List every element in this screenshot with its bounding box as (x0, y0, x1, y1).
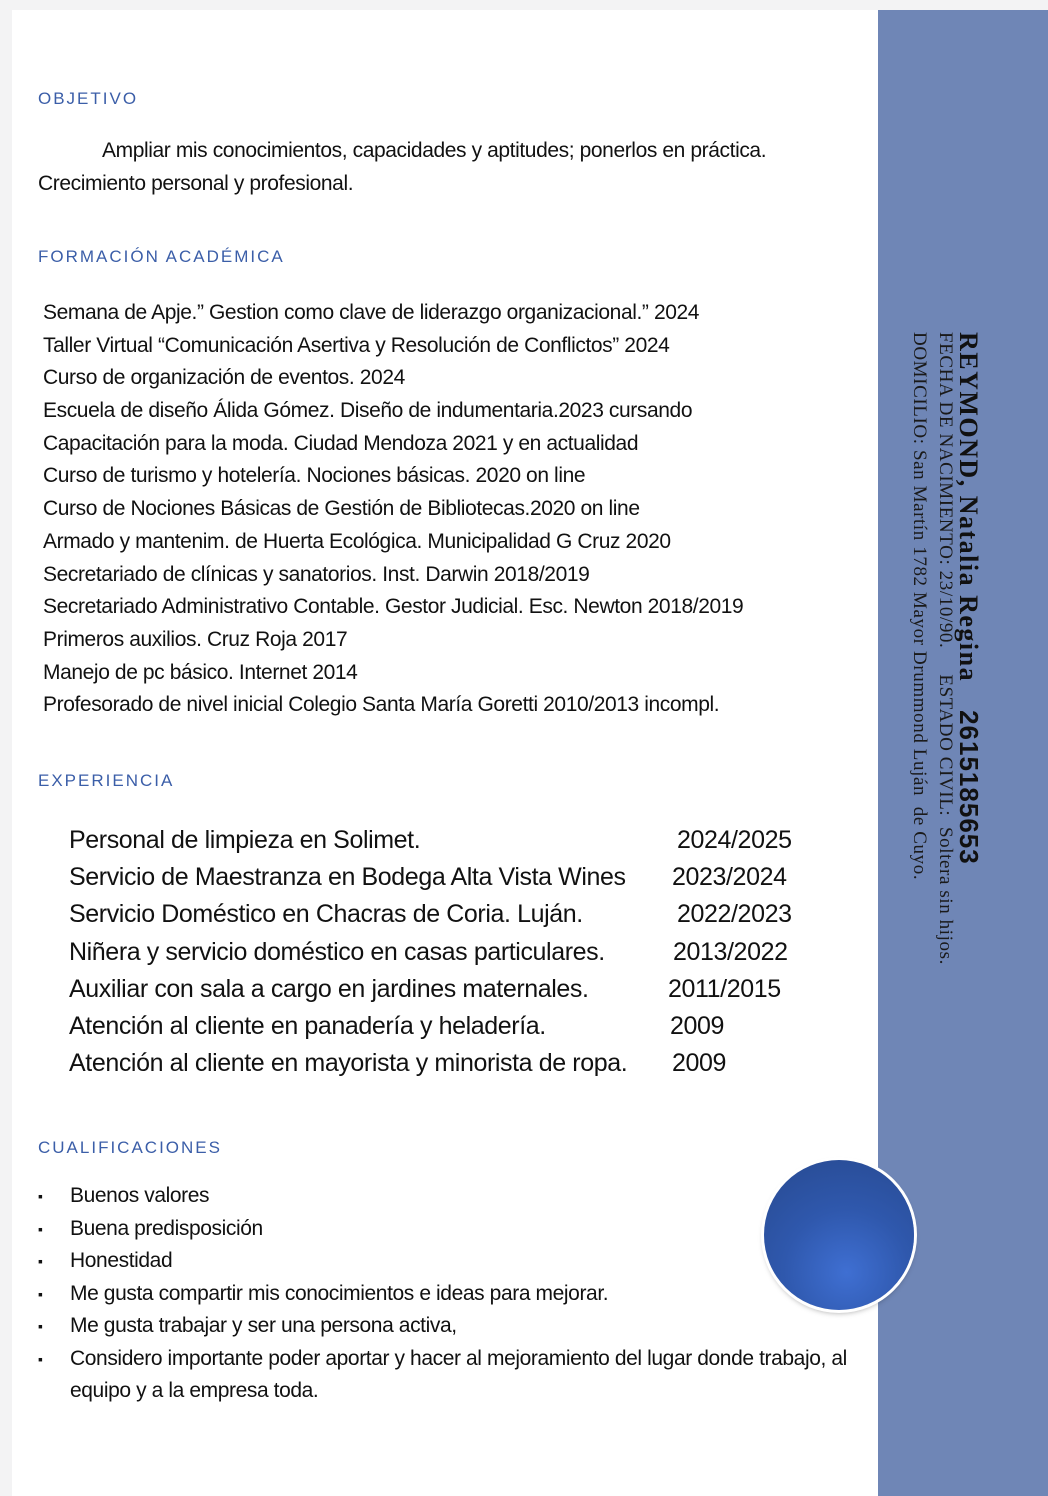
birth-date: FECHA DE NACIMIENTO: 23/10/90. (935, 332, 956, 649)
education-item: Taller Virtual “Comunicación Asertiva y Resolución de Conflictos” 2024 (43, 333, 670, 357)
experience-role: Niñera y servicio doméstico en casas particulares. (69, 937, 605, 966)
bullet-icon: ▪ (38, 1350, 43, 1367)
experience-item (69, 934, 809, 971)
experience-role: Servicio Doméstico en Chacras de Coria. Luján. (69, 900, 583, 929)
candidate-name: REYMOND, Natalia Regina (954, 332, 983, 683)
candidate-name-line (953, 332, 984, 865)
experience-years: 2009 (670, 1011, 725, 1040)
experience-item (69, 822, 809, 859)
experience-role: Personal de limpieza en Solimet. (69, 826, 421, 854)
experience-role: Servicio de Maestranza en Bodega Alta Vista Wines (69, 863, 626, 892)
experience-item (69, 859, 809, 896)
address-line: DOMICILIO: San Martín 1782 Mayor Drummond Luján de Cuyo. (909, 332, 930, 881)
education-item: Secretariado de clínicas y sanatorios. Inst. Darwin 2018/2019 (43, 562, 590, 586)
experience-item (69, 896, 809, 933)
qualification-text: Me gusta compartir mis conocimientos e ideas para mejorar. (70, 1281, 609, 1305)
education-item: Curso de turismo y hotelería. Nociones básicas. 2020 on line (43, 464, 586, 488)
civil-status: ESTADO CIVIL: Soltera sin hijos. (935, 674, 956, 965)
qualification-item (38, 1180, 848, 1213)
experience-heading: EXPERIENCIA (38, 771, 175, 790)
education-item: Semana de Apje.” Gestion como clave de liderazgo organizacional.” 2024 (43, 301, 700, 324)
candidate-phone: 2615185653 (954, 710, 984, 865)
bullet-icon: ▪ (38, 1188, 43, 1204)
education-item: Curso de Nociones Básicas de Gestión de Bibliotecas.2020 on line (43, 497, 640, 521)
qualifications-list (38, 1180, 848, 1408)
education-item: Secretariado Administrativo Contable. Gestor Judicial. Esc. Newton 2018/2019 (43, 595, 744, 619)
education-item: Manejo de pc básico. Internet 2014 (43, 660, 358, 684)
qualification-text: Me gusta trabajar y ser una persona activa, (70, 1314, 457, 1337)
birth-civil-line (934, 332, 956, 965)
qualification-item (38, 1343, 848, 1408)
bullet-icon: ▪ (38, 1285, 43, 1302)
education-item: Curso de organización de eventos. 2024 (43, 366, 405, 390)
education-heading: FORMACIÓN ACADÉMICA (38, 247, 285, 266)
education-item: Capacitación para la moda. Ciudad Mendoza 2021 y en actualidad (43, 431, 639, 455)
qualification-text: Honestidad (70, 1249, 173, 1272)
objective-text-content: Ampliar mis conocimientos, capacidades y aptitudes; ponerlos en práctica. Crecimiento personal y profesional. (38, 139, 767, 195)
bullet-icon: ▪ (38, 1220, 43, 1237)
education-list (43, 297, 743, 722)
experience-years: 2023/2024 (672, 863, 787, 892)
resume-page (12, 10, 1048, 1496)
education-item: Profesorado de nivel inicial Colegio Santa María Goretti 2010/2013 incompl. (43, 693, 720, 717)
qualification-text: Considero importante poder aportar y hacer al mejoramiento del lugar donde trabajo, al equipo y a la empresa toda. (70, 1346, 847, 1402)
objective-heading: OBJETIVO (38, 89, 139, 108)
qualification-text: Buenos valores (70, 1184, 210, 1207)
qualifications-heading: CUALIFICACIONES (38, 1138, 222, 1157)
qualification-item (38, 1213, 848, 1246)
experience-years: 2024/2025 (677, 826, 792, 854)
objective-text (38, 134, 838, 200)
experience-years: 2011/2015 (668, 974, 781, 1003)
experience-item (69, 971, 809, 1008)
qualification-item (38, 1278, 848, 1311)
qualification-item (38, 1245, 848, 1278)
experience-item (69, 1008, 809, 1045)
experience-role: Auxiliar con sala a cargo en jardines maternales. (69, 974, 589, 1003)
qualification-item (38, 1310, 848, 1343)
education-item: Primeros auxilios. Cruz Roja 2017 (43, 627, 348, 651)
experience-years: 2013/2022 (673, 937, 788, 966)
experience-item (69, 1045, 809, 1082)
experience-role: Atención al cliente en mayorista y minorista de ropa. (69, 1049, 628, 1078)
experience-role: Atención al cliente en panadería y heladería. (69, 1011, 546, 1040)
experience-list (69, 822, 809, 1082)
qualification-text: Buena predisposición (70, 1216, 263, 1240)
experience-years: 2022/2023 (677, 900, 792, 929)
bullet-icon: ▪ (38, 1253, 43, 1269)
bullet-icon: ▪ (38, 1318, 43, 1334)
education-item: Armado y mantenim. de Huerta Ecológica. Municipalidad G Cruz 2020 (43, 529, 671, 553)
experience-years: 2009 (672, 1049, 727, 1078)
education-item: Escuela de diseño Álida Gómez. Diseño de indumentaria.2023 cursando (43, 399, 693, 423)
photo-circle (764, 1160, 914, 1310)
